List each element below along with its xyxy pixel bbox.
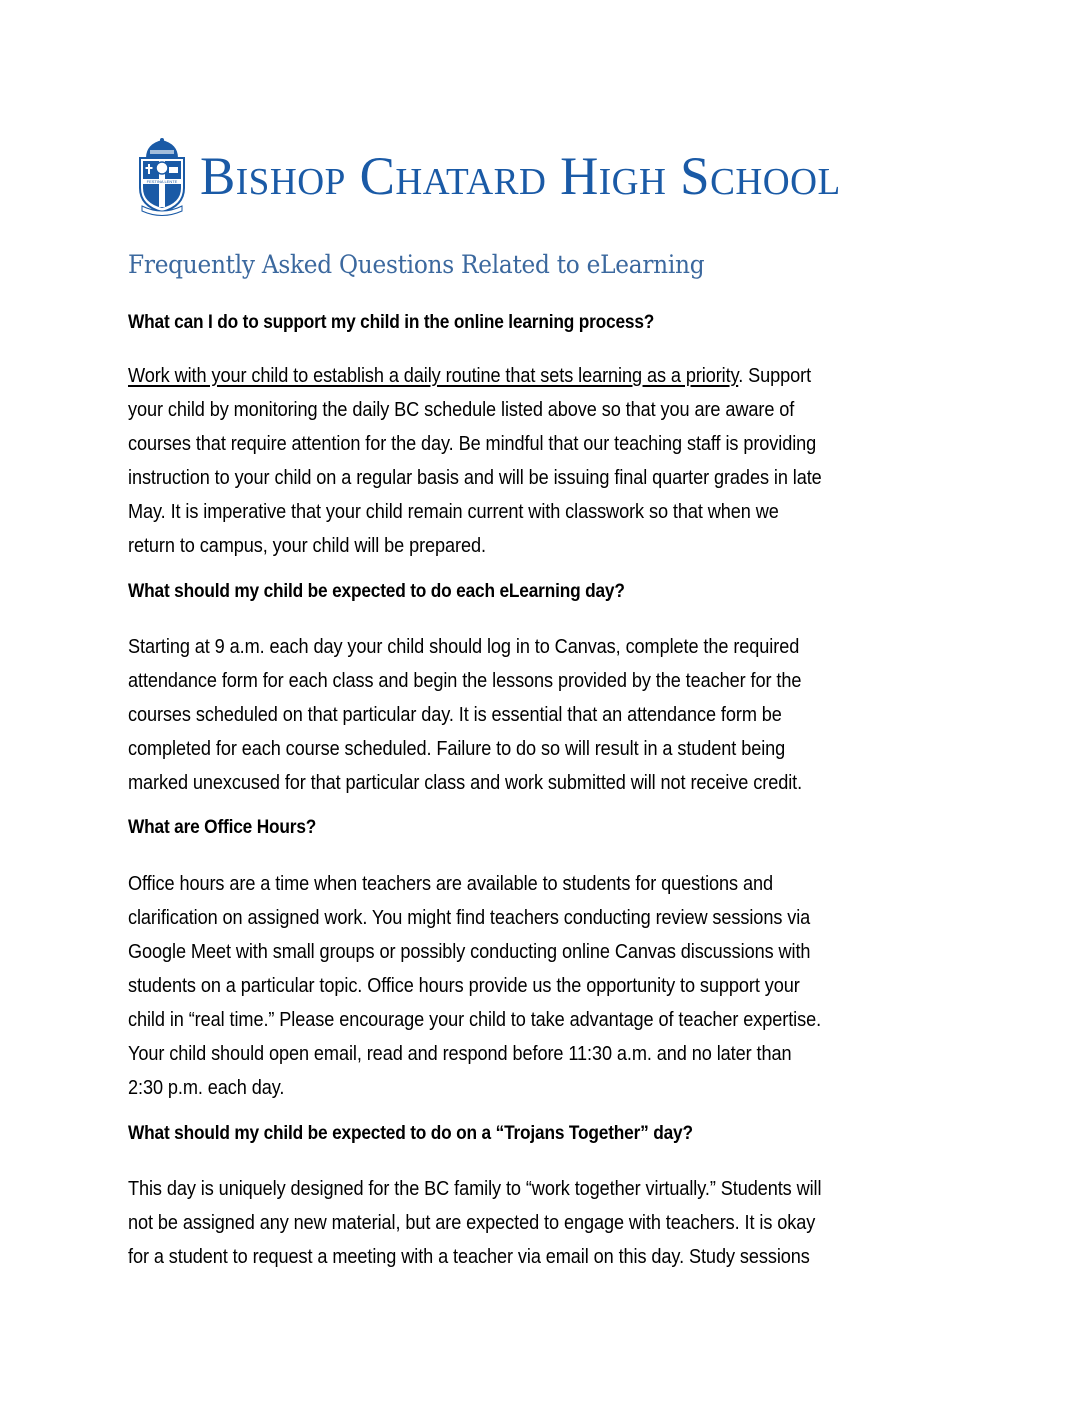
- faq-item: [128, 817, 968, 839]
- crest-motto: FESTINA LENTE: [146, 179, 178, 184]
- answer-line: 2:30 p.m. each day.: [128, 1076, 285, 1099]
- faq-answer: [128, 867, 968, 1105]
- faq-question: What are Office Hours?: [128, 817, 317, 838]
- answer-line: your child by monitoring the daily BC schedule listed above so that you are aware of: [128, 398, 795, 421]
- answer-line: May. It is imperative that your child remain current with classwork so that when we: [128, 500, 779, 523]
- answer-line: marked unexcused for that particular class and work submitted will not receive credit.: [128, 771, 803, 794]
- faq-answer: [128, 359, 968, 563]
- faq-answer: [128, 630, 968, 800]
- answer-line: child in “real time.” Please encourage your child to take advantage of teacher expertise.: [128, 1008, 822, 1031]
- answer-line: Your child should open email, read and respond before 11:30 a.m. and no later than: [128, 1042, 792, 1065]
- faq-item: [128, 1123, 968, 1145]
- answer-line: Starting at 9 a.m. each day your child should log in to Canvas, complete the required: [128, 635, 800, 658]
- document-title: Frequently Asked Questions Related to eLearning: [128, 250, 705, 279]
- answer-line: completed for each course scheduled. Failure to do so will result in a student being: [128, 737, 786, 760]
- answer-line: return to campus, your child will be prepared.: [128, 534, 486, 557]
- underlined-text: Work with your child to establish a daily routine that sets learning as a priority: [128, 364, 739, 387]
- faq-item: [128, 312, 968, 334]
- faq-question: What should my child be expected to do each eLearning day?: [128, 581, 625, 602]
- answer-line: students on a particular topic. Office hours provide us the opportunity to support your: [128, 974, 800, 997]
- answer-line: courses that require attention for the day. Be mindful that our teaching staff is providing: [128, 432, 817, 455]
- answer-line: clarification on assigned work. You might find teachers conducting review sessions via: [128, 906, 811, 929]
- answer-line: This day is uniquely designed for the BC family to “work together virtually.” Students will: [128, 1177, 822, 1200]
- answer-line: Google Meet with small groups or possibly conducting online Canvas discussions with: [128, 940, 811, 963]
- faq-question: What should my child be expected to do on a “Trojans Together” day?: [128, 1123, 693, 1144]
- answer-line: attendance form for each class and begin the lessons provided by the teacher for the: [128, 669, 802, 692]
- answer-line: not be assigned any new material, but are expected to engage with teachers. It is okay: [128, 1211, 816, 1234]
- answer-line: [128, 359, 871, 393]
- answer-text: . Support: [738, 364, 812, 387]
- letterhead: [136, 136, 854, 216]
- faq-item: [128, 581, 968, 603]
- answer-line: courses scheduled on that particular day. It is essential that an attendance form be: [128, 703, 782, 726]
- school-name: Bishop Chatard High School: [200, 146, 841, 206]
- school-crest-icon: [136, 136, 188, 216]
- answer-line: Office hours are a time when teachers are available to students for questions and: [128, 872, 773, 895]
- faq-question: What can I do to support my child in the online learning process?: [128, 312, 655, 333]
- faq-answer: [128, 1172, 968, 1274]
- answer-line: for a student to request a meeting with a teacher via email on this day. Study sessions: [128, 1245, 810, 1268]
- answer-line: instruction to your child on a regular basis and will be issuing final quarter grades in late: [128, 466, 822, 489]
